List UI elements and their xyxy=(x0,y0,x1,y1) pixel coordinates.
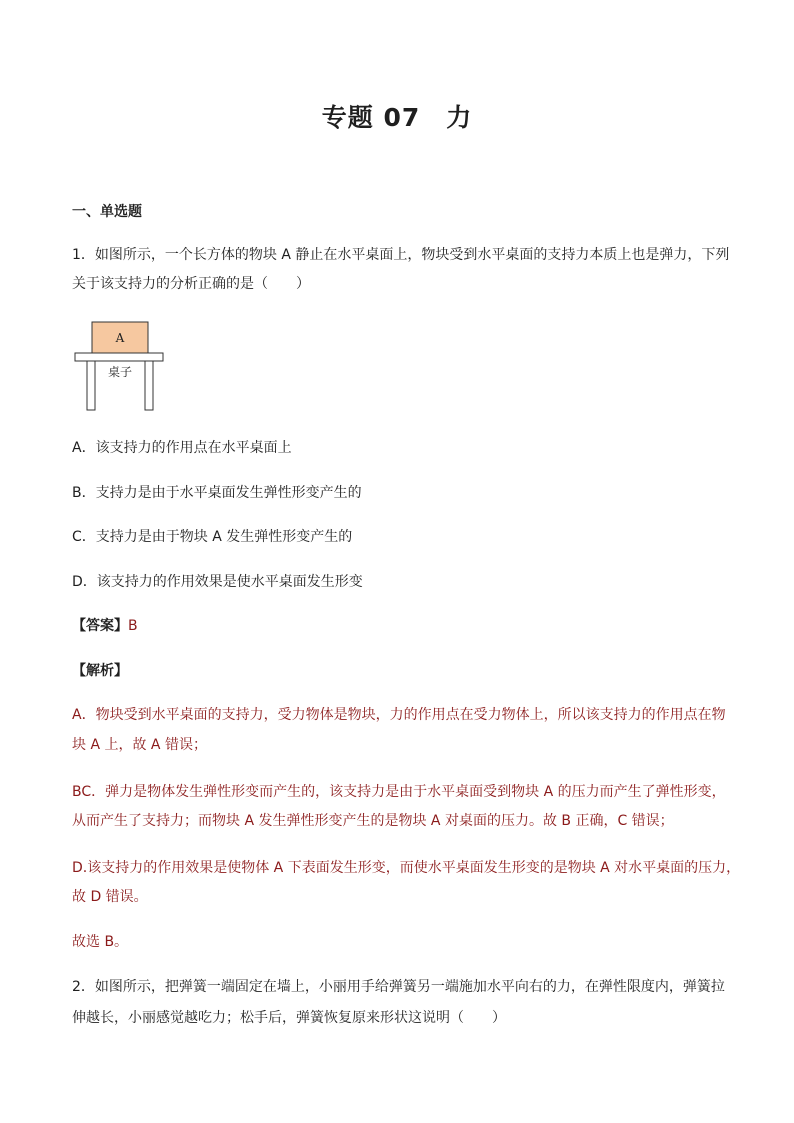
answer-value: B xyxy=(128,618,138,634)
q1-option-c: C．支持力是由于物块 A 发生弹性形变产生的 xyxy=(72,529,353,545)
q1-answer xyxy=(72,616,138,636)
answer-tag: 【答案】 xyxy=(72,618,128,634)
q1-option-d: D．该支持力的作用效果是使水平桌面发生形变 xyxy=(72,574,363,590)
analysis-line: BC．弹力是物体发生弹性形变而产生的，该支持力是由于水平桌面受到物块 A 的压力而产生了弹性形变， xyxy=(72,784,726,800)
q1-stem-line1: 1．如图所示，一个长方体的物块 A 静止在水平桌面上，物块受到水平桌面的支持力本质上也是弹力，下列 xyxy=(72,247,730,263)
analysis-conclusion: 故选 B。 xyxy=(72,934,129,950)
q2-stem-line2: 伸越长，小丽感觉越吃力；松手后，弹簧恢复原来形状这说明（ ） xyxy=(72,1010,506,1026)
q2-stem-line1: 2．如图所示，把弹簧一端固定在墙上，小丽用手给弹簧另一端施加水平向右的力，在弹性限度内，弹簧拉 xyxy=(72,979,725,995)
analysis-line: 故 D 错误。 xyxy=(72,889,148,905)
q1-option-b: B．支持力是由于水平桌面发生弹性形变产生的 xyxy=(72,485,362,501)
section-heading: 一、单选题 xyxy=(72,204,142,220)
analysis-tag: 【解析】 xyxy=(72,663,128,679)
q1-stem-line2: 关于该支持力的分析正确的是（ ） xyxy=(72,276,310,292)
page-title: 专题 07 力 xyxy=(321,103,473,132)
table-top xyxy=(75,353,163,361)
analysis-line: 块 A 上，故 A 错误； xyxy=(72,737,207,753)
block-label: A xyxy=(115,331,125,345)
analysis-line: D.该支持力的作用效果是使物体 A 下表面发生形变，而使水平桌面发生形变的是物块 A 对水平桌面的压力， xyxy=(72,860,741,876)
analysis-line: 从而产生了支持力；而物块 A 发生弹性形变产生的是物块 A 对桌面的压力。故 B 正确，C 错误； xyxy=(72,813,674,829)
analysis-line: A．物块受到水平桌面的支持力，受力物体是物块，力的作用点在受力物体上，所以该支持力的作用点在物 xyxy=(72,707,726,723)
table-leg-right xyxy=(145,361,153,410)
table-leg-left xyxy=(87,361,95,410)
q1-option-a: A．该支持力的作用点在水平桌面上 xyxy=(72,440,292,456)
q1-figure-block-on-table xyxy=(74,320,166,412)
table-label: 桌子 xyxy=(107,365,133,379)
